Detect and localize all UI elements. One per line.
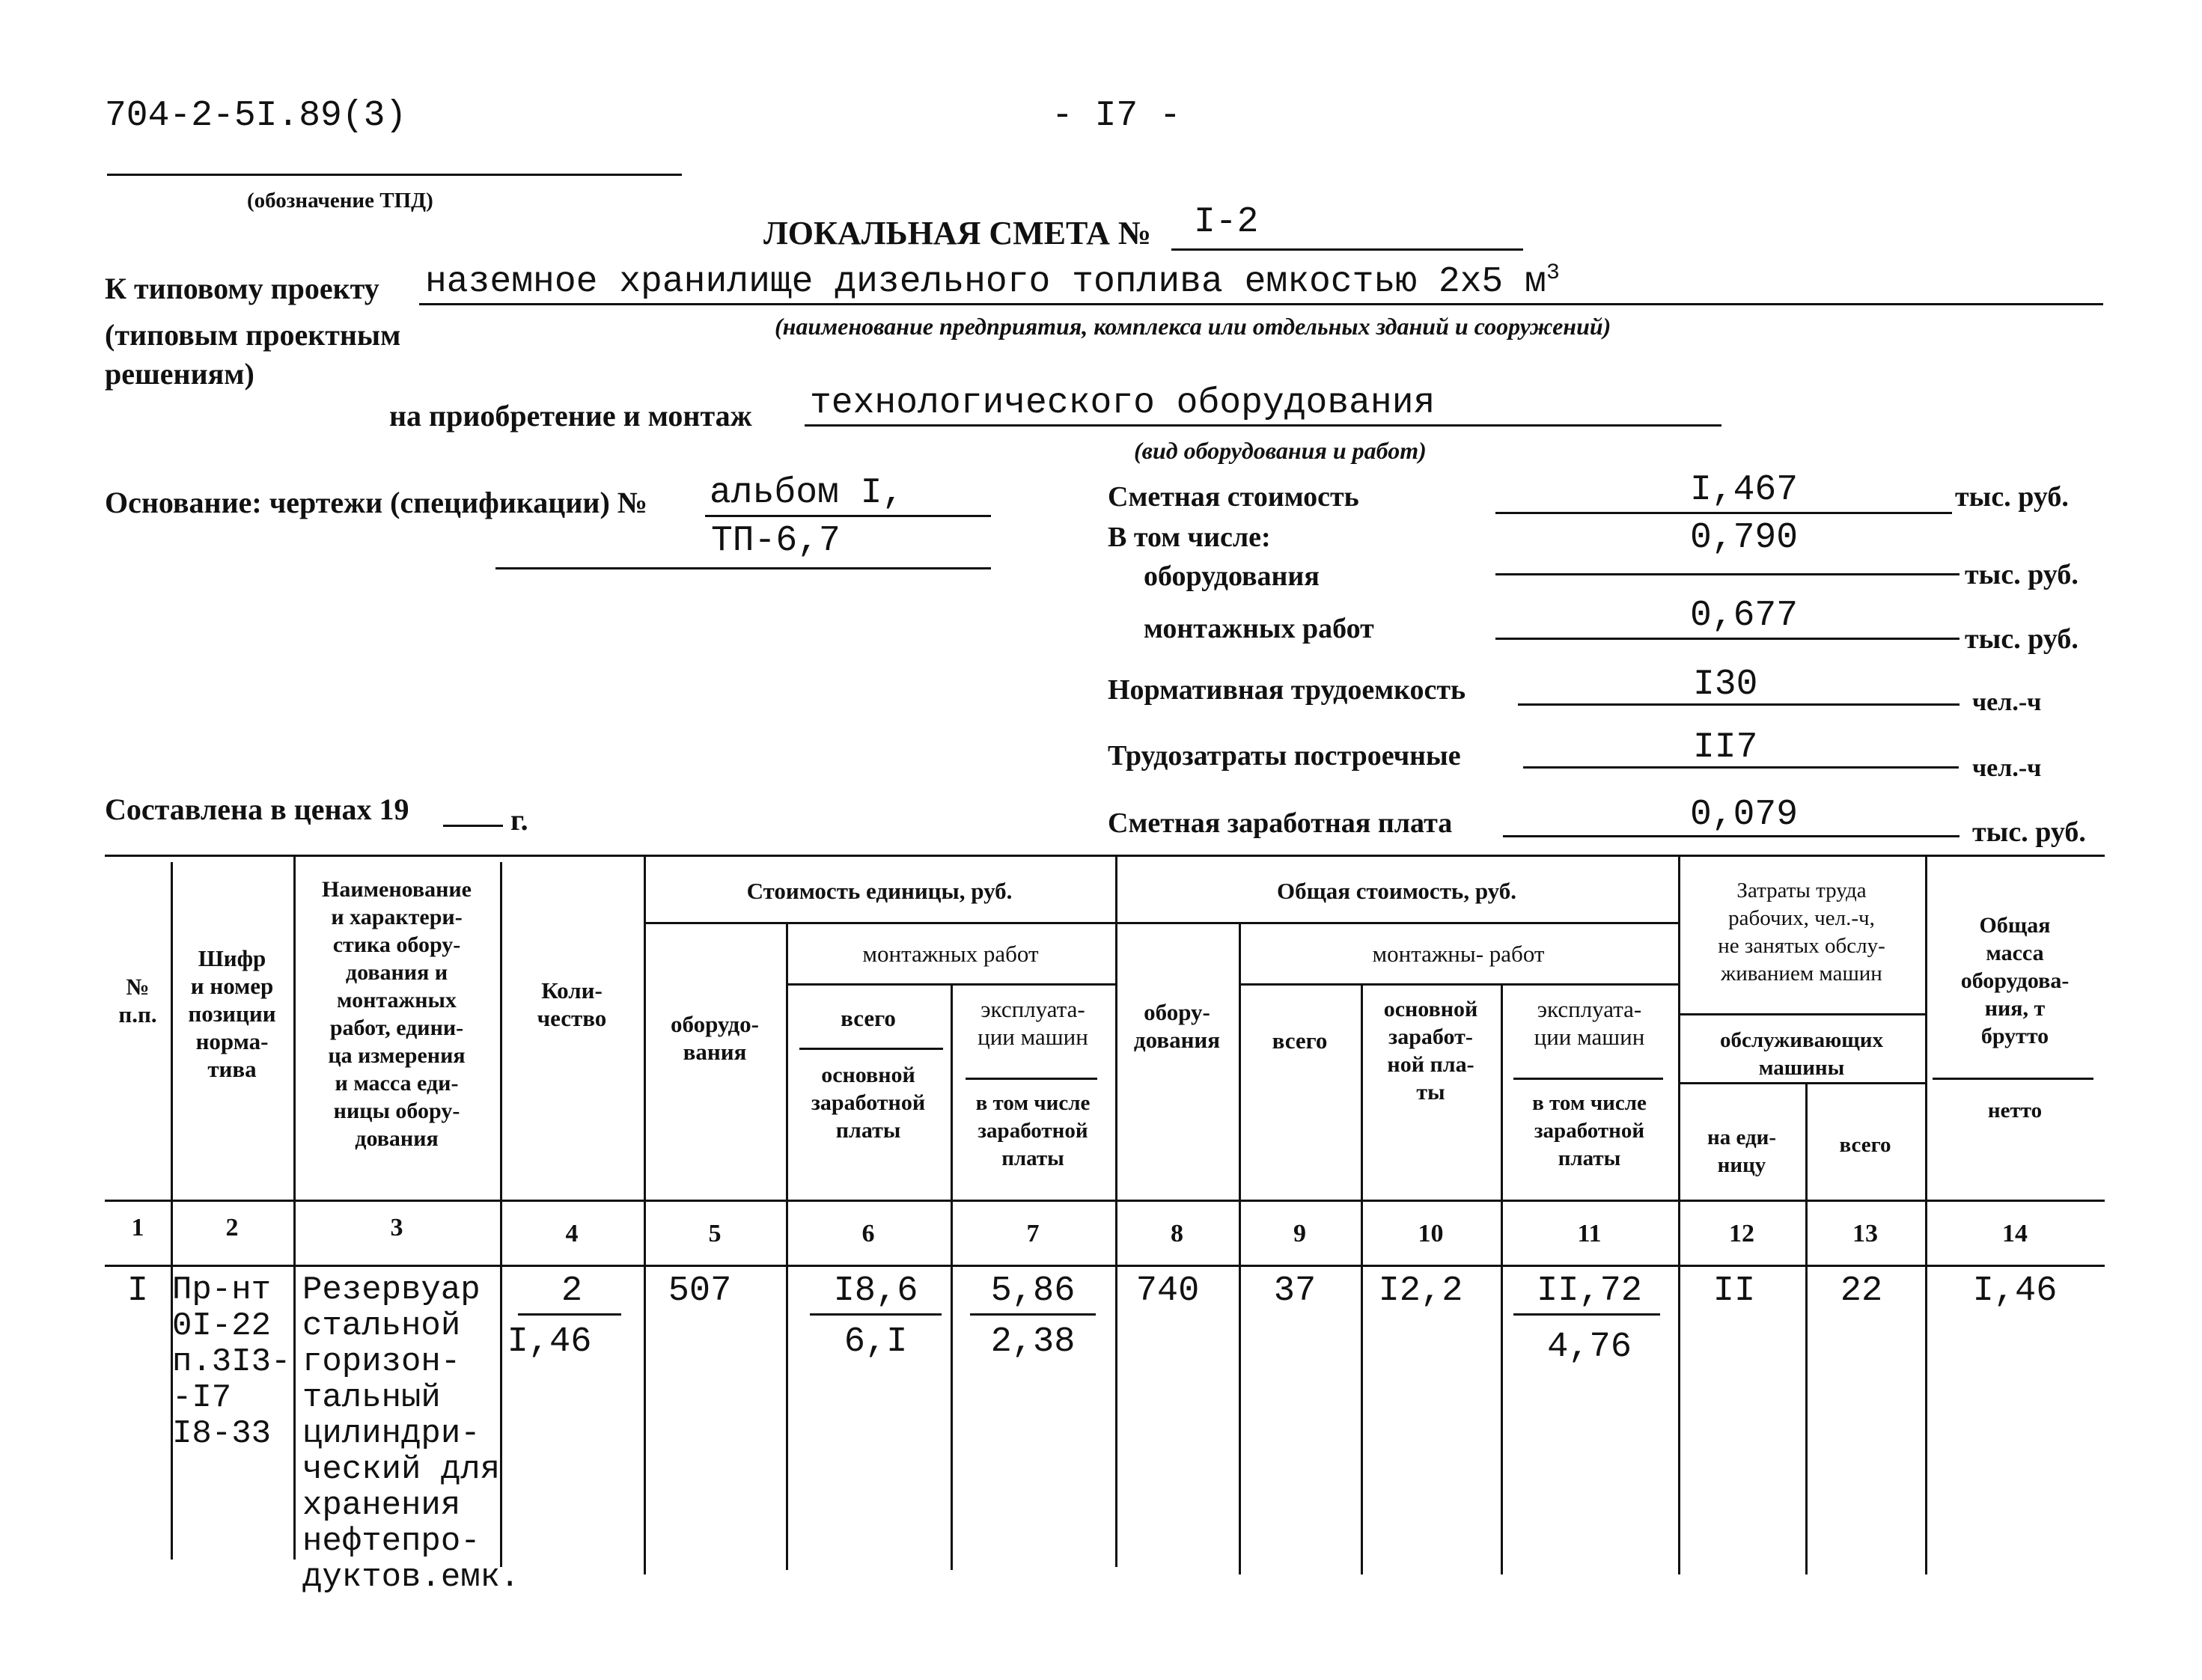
document-code: 704-2-5I.89(3)	[105, 96, 407, 136]
header-name: Наименование и характери- стика обору- дования и монтажных работ, едини- ца измерения и масса еди- ницы обору- дования	[322, 877, 472, 1151]
basis-value-1: альбом I,	[710, 473, 904, 513]
colnum-13: 13	[1852, 1220, 1878, 1247]
colnum-7: 7	[1026, 1220, 1040, 1247]
purpose-caption: (вид оборудования и работ)	[1134, 437, 1427, 464]
wages-underline	[1503, 835, 1959, 837]
project-value-text: наземное хранилище дизельного топлива емкостью 2х5 м	[425, 262, 1546, 302]
header-total-install: монтажны- работ	[1372, 941, 1545, 967]
header-unit-cost: Стоимость единицы, руб.	[746, 878, 1013, 904]
colnum-1: 1	[131, 1214, 144, 1241]
header-total-basic-wage: основной заработ- ной пла- ты	[1383, 997, 1478, 1105]
wages-label: Сметная заработная плата	[1108, 807, 1453, 839]
cell-mass: I,46	[1972, 1271, 2058, 1311]
purpose-value: технологического оборудования	[810, 383, 1436, 424]
basis-value-2: ТП-6,7	[711, 521, 841, 561]
cell-unit-total-rule	[810, 1313, 942, 1316]
header-labor-per-unit: на еди- ницу	[1707, 1125, 1776, 1177]
header-unit-equipment: оборудо- вания	[671, 1011, 759, 1065]
header-unit-machines: эксплуата- ции машин	[978, 996, 1088, 1050]
rule-unit-total-split	[799, 1048, 943, 1050]
header-unit-total: всего	[841, 1005, 896, 1031]
norm-labor-underline	[1518, 703, 1959, 706]
including-label: В том числе:	[1108, 522, 1271, 553]
equipment-unit: тыс. руб.	[1965, 559, 2079, 590]
cell-labor-per-unit: II	[1713, 1271, 1756, 1311]
rule-mass-split	[1933, 1078, 2093, 1080]
page-number: - I7 -	[1052, 96, 1181, 136]
rule-total-cost	[1115, 922, 1678, 924]
cell-total-machines-rule	[1513, 1313, 1660, 1316]
installation-value: 0,677	[1690, 596, 1799, 636]
installation-label: монтажных работ	[1144, 613, 1374, 644]
cell-unit-machines: 5,86	[990, 1271, 1076, 1311]
cell-unit-machines-rule	[970, 1313, 1096, 1316]
cell-num: I	[126, 1271, 149, 1311]
wages-value: 0,079	[1690, 795, 1799, 835]
tpd-underline	[107, 174, 682, 176]
project-value-exponent: 3	[1546, 260, 1560, 286]
cell-total-machines: II,72	[1536, 1271, 1643, 1311]
cell-total-machines-wage: 4,76	[1547, 1328, 1632, 1367]
colnum-5: 5	[708, 1220, 722, 1247]
rule-total-machines-split	[1513, 1078, 1663, 1080]
colnum-2: 2	[225, 1214, 239, 1241]
colnum-14: 14	[2002, 1220, 2028, 1247]
cell-total-basic-wage: I2,2	[1378, 1271, 1463, 1311]
prices-label: Составлена в ценах 19	[105, 792, 409, 826]
header-qty: Коли- чество	[537, 977, 607, 1031]
construction-labor-value: II7	[1693, 727, 1758, 768]
header-code: Шифр и номер позиции норма- тива	[188, 945, 276, 1082]
colnum-6: 6	[861, 1220, 875, 1247]
cell-labor-total: 22	[1840, 1271, 1883, 1311]
header-total-cost: Общая стоимость, руб.	[1276, 878, 1516, 904]
purpose-underline	[805, 424, 1721, 427]
colnum-12: 12	[1729, 1220, 1754, 1247]
colnum-9: 9	[1293, 1220, 1306, 1247]
rule-labor-service	[1678, 1082, 1925, 1084]
header-unit-basic-wage: основной заработной платы	[811, 1063, 926, 1143]
estimated-cost-underline	[1495, 512, 1952, 514]
rule-unit-machines-split	[966, 1078, 1097, 1080]
cell-qty-bottom: I,46	[507, 1322, 592, 1362]
equipment-underline	[1495, 573, 1959, 575]
cell-total-all: 37	[1273, 1271, 1317, 1311]
header-unit-install: монтажных работ	[862, 941, 1039, 967]
wages-unit: тыс. руб.	[1972, 816, 2086, 848]
estimated-cost-label: Сметная стоимость	[1108, 481, 1359, 513]
col-line-5	[644, 855, 646, 1574]
prices-suffix: г.	[510, 803, 528, 837]
col-line-9	[1239, 922, 1241, 1574]
colnum-4: 4	[565, 1220, 579, 1247]
header-num: № п.п.	[118, 974, 157, 1027]
equipment-label: оборудования	[1144, 560, 1320, 592]
tpd-caption: (обозначение ТПД)	[247, 189, 433, 213]
cell-code: Пр-нт 0I-22 п.3I3- -I7 I8-33	[172, 1271, 291, 1453]
cell-unit-total: I8,6	[833, 1271, 918, 1311]
installation-unit: тыс. руб.	[1965, 623, 2079, 655]
estimated-cost-unit: тыс. руб.	[1955, 481, 2069, 513]
project-value	[425, 260, 1560, 302]
basis-label: Основание: чертежи (спецификации) №	[105, 486, 647, 519]
project-label-end: решениям)	[105, 357, 254, 391]
project-label-continued: (типовым проектным	[105, 318, 401, 352]
cell-qty-top: 2	[561, 1271, 583, 1311]
header-mass: Общая масса оборудова- ния, т брутто	[1960, 913, 2070, 1048]
table-top-rule	[105, 855, 2105, 857]
estimate-title: ЛОКАЛЬНАЯ СМЕТА №	[763, 215, 1152, 251]
estimate-number: I-2	[1194, 202, 1259, 242]
cell-qty-rule	[518, 1313, 621, 1316]
colnum-3: 3	[390, 1214, 403, 1241]
estimated-cost-value: I,467	[1690, 470, 1799, 510]
col-line-8	[1115, 855, 1117, 1567]
cell-unit-basic-wage: 6,I	[844, 1322, 908, 1362]
construction-labor-label: Трудозатраты построечные	[1108, 740, 1461, 772]
rule-total-install	[1239, 983, 1678, 986]
cell-unit-machines-wage: 2,38	[990, 1322, 1076, 1362]
rule-labor	[1678, 1013, 1925, 1015]
header-labor-total: всего	[1839, 1133, 1891, 1157]
project-underline	[419, 303, 2103, 305]
cell-unit-equipment: 507	[668, 1271, 732, 1311]
project-label: К типовому проекту	[105, 272, 379, 305]
header-total-machines: эксплуата- ции машин	[1534, 996, 1645, 1050]
header-labor-service: обслуживающих машины	[1719, 1028, 1883, 1080]
project-caption: (наименование предприятия, комплекса или отдельных зданий и сооружений)	[775, 313, 1611, 340]
cell-name: Резервуар стальной горизон- тальный цилиндри- ческий для хранения нефтепро- дуктов.емк.	[302, 1271, 520, 1596]
estimate-number-underline	[1171, 248, 1523, 251]
cell-total-equipment: 740	[1135, 1271, 1200, 1311]
header-total-equipment: обору- дования	[1133, 999, 1221, 1053]
header-total-all: всего	[1272, 1027, 1328, 1054]
basis-underline-1	[705, 515, 991, 517]
basis-underline-2	[495, 567, 991, 569]
norm-labor-unit: чел.-ч	[1972, 688, 2042, 716]
colnum-10: 10	[1418, 1220, 1444, 1247]
construction-labor-underline	[1523, 766, 1959, 769]
colnum-8: 8	[1171, 1220, 1183, 1247]
norm-labor-value: I30	[1693, 665, 1758, 705]
installation-underline	[1495, 638, 1959, 640]
purpose-label: на приобретение и монтаж	[389, 399, 752, 433]
norm-labor-label: Нормативная трудоемкость	[1108, 674, 1466, 706]
equipment-value: 0,790	[1690, 518, 1799, 558]
colnum-11: 11	[1577, 1220, 1602, 1247]
prices-year-underline	[443, 825, 503, 827]
header-mass-net: нетто	[1987, 1099, 2043, 1122]
header-unit-machines-wage: в том числе заработной платы	[975, 1091, 1091, 1170]
header-labor: Затраты труда рабочих, чел.-ч, не занятых обслу- живанием машин	[1718, 879, 1885, 986]
rule-unit-cost	[644, 922, 1115, 924]
construction-labor-unit: чел.-ч	[1972, 754, 2042, 782]
header-total-machines-wage: в том числе заработной платы	[1532, 1091, 1647, 1170]
